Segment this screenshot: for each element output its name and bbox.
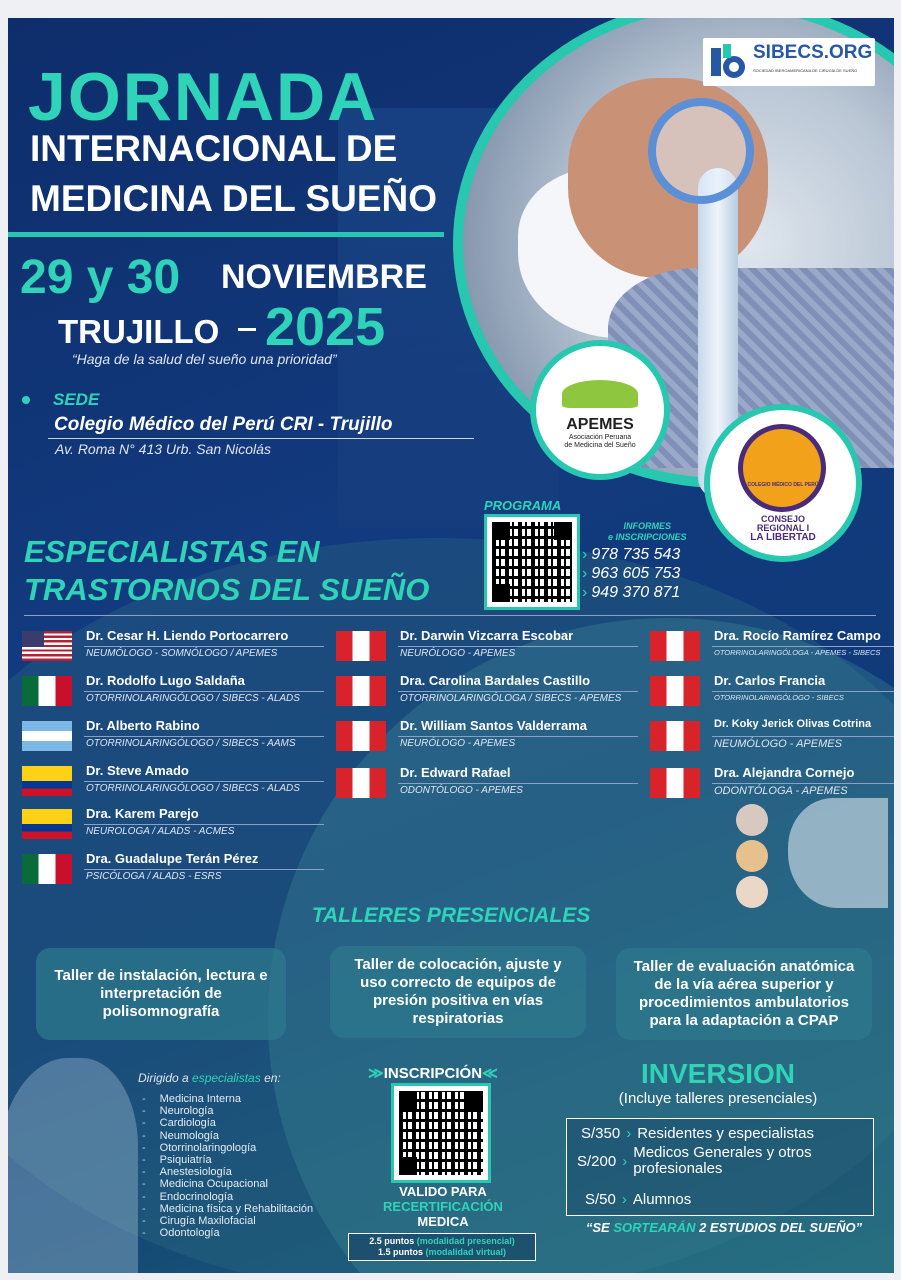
inscripcion-qr-code[interactable] [391, 1083, 491, 1183]
sede-bullet [22, 396, 30, 404]
chevron-right-icon: › [582, 565, 588, 582]
colegio-line1: CONSEJO [760, 514, 805, 524]
flag-pe-icon [336, 721, 386, 751]
specialty-item: - Cirugía Maxilofacial [142, 1215, 313, 1227]
specialty-item: - Otorrinolaringología [142, 1142, 313, 1154]
cpap-mask-shape [648, 98, 754, 204]
doctor-role: NEUMÓLOGO - APEMES [714, 738, 842, 750]
specialty-item: - Neurología [142, 1105, 313, 1117]
event-city: TRUJILLO [58, 313, 220, 350]
puntos-box: 2.5 puntos (modalidad presencial) 1.5 puntos (modalidad virtual) [348, 1233, 536, 1261]
sibecs-name: SIBECS.ORG [753, 42, 873, 63]
section-divider [24, 615, 876, 616]
doctor-underline [712, 736, 894, 737]
venue-address: Av. Roma N° 413 Urb. San Nicolás [55, 441, 271, 457]
title-divider [8, 232, 444, 237]
dirigido-label: Dirigido a especialistas en: [138, 1071, 281, 1085]
doctor-role: OTORRINOLARINGÓLOGA / SIBECS - APEMES [400, 693, 622, 704]
sibecs-mark-icon [709, 42, 749, 82]
doctor-role: PSICÓLOGA / ALADS - ESRS [86, 871, 222, 882]
chevron-right-icon: ≫ [368, 1065, 384, 1082]
specialties-list [142, 1093, 313, 1239]
flag-pe-icon [336, 768, 386, 798]
doctor-role: OTORRINOLARINGÓLOGA - APEMES - SIBECS [714, 648, 881, 657]
inversion-title: INVERSION [640, 1058, 796, 1089]
doctor-name: Dr. Rodolfo Lugo Saldaña [86, 673, 245, 688]
phone-3[interactable]: › 949 370 871 [582, 584, 681, 601]
doctor-name: Dr. Steve Amado [86, 763, 189, 778]
title-line2: INTERNACIONAL DE [30, 128, 398, 169]
apemes-eye-icon [562, 380, 638, 408]
slogan: “Haga de la salud del sueño una prioridad” [72, 351, 337, 367]
flag-pe-icon [650, 721, 700, 751]
doctor-name: Dra. Karem Parejo [86, 806, 199, 821]
apemes-logo [530, 340, 670, 480]
doctor-role: OTORRINOLARINGÓLOGO / SIBECS - ALADS [86, 693, 300, 704]
doctor-name: Dr. William Santos Valderrama [400, 718, 588, 733]
specialty-item: - Cardiología [142, 1117, 313, 1129]
flag-mx-icon [22, 676, 72, 706]
doctor-name: Dr. Darwin Vizcarra Escobar [400, 628, 574, 643]
doctor-underline [398, 736, 638, 737]
informes-line2: e INSCRIPCIONES [608, 532, 687, 542]
chevron-right-icon: › [582, 584, 588, 601]
especialistas-heading-2: TRASTORNOS DEL SUEÑO [24, 572, 430, 607]
programa-qr-code[interactable] [484, 514, 580, 610]
doctor-role: NEUROLOGA / ALADS - ACMES [86, 826, 235, 837]
event-dates: 29 y 30 [20, 251, 181, 304]
doctor-underline [84, 691, 324, 692]
doctor-underline [712, 691, 894, 692]
sede-label: SEDE [53, 390, 100, 409]
chevron-left-icon: ≪ [482, 1065, 498, 1082]
flag-pe-icon [336, 631, 386, 661]
doctor-role: OTORRINOLARINGÓLOGO / SIBECS - AAMS [86, 738, 296, 749]
doctor-name: Dr. Carlos Francia [714, 673, 826, 688]
doctor-underline [84, 824, 324, 825]
doctor-name: Dra. Carolina Bardales Castillo [400, 673, 591, 688]
talleres-title: TALLERES PRESENCIALES [311, 904, 591, 927]
price-table [566, 1118, 874, 1216]
doctor-underline [398, 691, 638, 692]
doctor-name: Dr. Koky Jerick Olivas Cotrina [714, 718, 872, 730]
doctor-underline [84, 736, 324, 737]
price-row: S/50 › Alumnos [585, 1191, 692, 1208]
doctor-underline [712, 783, 894, 784]
recertificacion-note: VALIDO PARA RECERTIFICACIÓN MEDICA [383, 1184, 503, 1229]
specialty-item: - Medicina Interna [142, 1093, 313, 1105]
flag-mx-icon [22, 854, 72, 884]
price-row: S/200 ›Medicos Generales y otros profesionales [577, 1144, 812, 1177]
informes-line1: INFORMES [623, 521, 672, 531]
event-month: NOVIEMBRE [221, 258, 427, 296]
doctor-name: Dr. Alberto Rabino [86, 718, 200, 733]
sorteo-note: “SE SORTEARÁN 2 ESTUDIOS DEL SUEÑO” [585, 1220, 863, 1235]
apemes-sub1: Asociación Peruana [568, 434, 632, 441]
doctor-name: Dra. Alejandra Cornejo [714, 765, 855, 780]
head-anatomy-image [8, 1058, 138, 1273]
specialty-item: - Anestesiología [142, 1166, 313, 1178]
doctor-role: ODONTÓLOGA - APEMES [714, 785, 848, 797]
city-dash [238, 328, 256, 331]
doctor-underline [712, 646, 894, 647]
flag-pe-icon [336, 676, 386, 706]
flag-co-icon [22, 809, 72, 839]
doctor-underline [398, 646, 638, 647]
sibecs-logo [703, 38, 875, 86]
informes-label [608, 521, 687, 543]
taller-card-1: Taller de instalación, lectura e interpretación de polisomnografía [36, 948, 286, 1040]
apemes-sub2: de Medicina del Sueño [564, 442, 636, 449]
doctor-name: Dr. Cesar H. Liendo Portocarrero [86, 628, 289, 643]
especialistas-heading-1: ESPECIALISTAS EN [24, 534, 320, 569]
phone-2[interactable]: › 963 605 753 [582, 565, 681, 582]
programa-label: PROGRAMA [484, 498, 562, 513]
colegio-line2: REGIONAL I [756, 523, 810, 533]
doctor-role: NEURÓLOGO - APEMES [400, 738, 516, 749]
doctor-role: OTORRINOLARINGÓLOGO - SIBECS [714, 693, 844, 702]
doctor-name: Dra. Guadalupe Terán Pérez [86, 851, 259, 866]
colegio-medico-logo [704, 404, 862, 562]
price-row: S/350 › Residentes y especialistas [581, 1125, 814, 1142]
doctor-underline [84, 781, 324, 782]
taller-card-2: Taller de colocación, ajuste y uso correcto de equipos de presión positiva en vías respiratorias [330, 946, 586, 1038]
specialty-item: - Medicina Ocupacional [142, 1178, 313, 1190]
title-line3: MEDICINA DEL SUEÑO [30, 178, 438, 219]
event-poster [8, 18, 894, 1273]
ear-anatomy-icon [736, 840, 768, 872]
doctor-role: ODONTÓLOGO - APEMES [400, 785, 523, 796]
flag-ar-icon [22, 721, 72, 751]
colegio-seal-icon [738, 424, 826, 512]
doctor-underline [84, 646, 324, 647]
venue-underline [48, 438, 474, 439]
colegio-ring-text: COLEGIO MÉDICO DEL PERÚ [747, 482, 819, 488]
woman-profile-image [788, 798, 888, 908]
doctor-role: OTORRINOLARINGÓLOGO / SIBECS - ALADS [86, 783, 300, 794]
flag-pe-icon [650, 676, 700, 706]
nose-anatomy-icon [736, 804, 768, 836]
colegio-line3: LA LIBERTAD [750, 532, 816, 543]
inversion-subtitle: (Incluye talleres presenciales) [618, 1090, 818, 1107]
event-year: 2025 [265, 297, 386, 357]
phone-1[interactable]: › 978 735 543 [582, 546, 681, 563]
specialty-item: - Psiquiatría [142, 1154, 313, 1166]
doctor-underline [84, 869, 324, 870]
taller-card-3: Taller de evaluación anatómica de la vía aérea superior y procedimientos ambulatorios para la adaptación a CPAP [616, 948, 872, 1040]
apemes-name: APEMES [566, 416, 634, 433]
doctor-underline [398, 783, 638, 784]
venue-name: Colegio Médico del Perú CRI - Trujillo [54, 414, 393, 435]
specialty-item: - Neumología [142, 1130, 313, 1142]
flag-pe-icon [650, 768, 700, 798]
sibecs-subtitle: SOCIEDAD IBEROAMERICANA DE CIRUGÍA DE SUEÑO [753, 68, 858, 73]
doctor-name: Dra. Rocío Ramírez Campo [714, 628, 881, 643]
flag-pe-icon [650, 631, 700, 661]
flag-co-icon [22, 766, 72, 796]
chevron-right-icon: › [582, 546, 588, 563]
title-jornada: JORNADA [28, 59, 379, 135]
specialty-item: - Medicina física y Rehabilitación [142, 1203, 313, 1215]
inscripcion-label: ≫INSCRIPCIÓN≪ [368, 1065, 498, 1082]
doctor-role: NEURÓLOGO - APEMES [400, 648, 516, 659]
doctor-role: NEUMÓLOGO - SOMNÓLOGO / APEMES [86, 648, 278, 659]
specialty-item: - Odontología [142, 1227, 313, 1239]
specialty-item: - Endocrinología [142, 1191, 313, 1203]
flag-us-icon [22, 631, 72, 661]
doctor-name: Dr. Edward Rafael [400, 765, 511, 780]
